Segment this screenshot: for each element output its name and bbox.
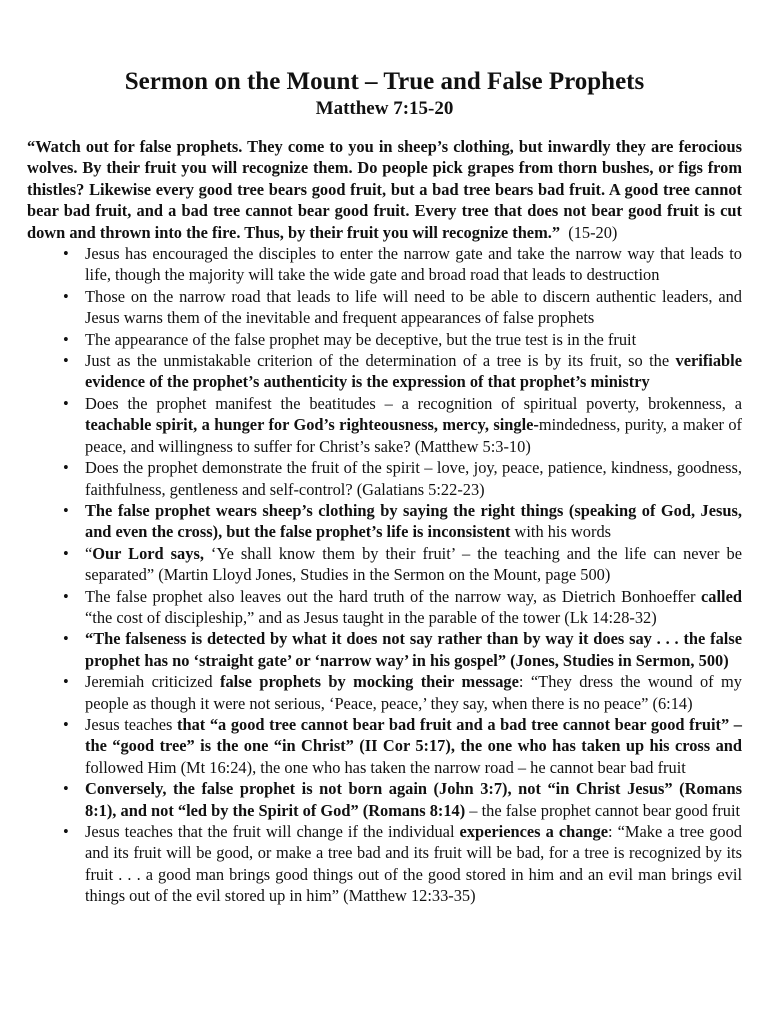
passage-citation: (15-20): [568, 222, 618, 242]
bullet-point: • “The falseness is detected by what it does not say rather than by way it does say . . . the false prophet has no ‘straight gate’ or ‘narrow way’ in his gospel” (Jones, Studies in Sermon, 500): [85, 628, 742, 671]
bullet-point: • Jesus has encouraged the disciples to enter the narrow gate and take the narrow way that leads to life, though the majority will take the wide gate and broad road that leads to destruction: [85, 243, 742, 286]
passage-quote: “Watch out for false prophets. They come to you in sheep’s clothing, but inwardly they are ferocious wolves. By their fruit you will recognize them. Do people pick grapes from thorn bushes, or figs from thistles? Likewise every good tree bears good fruit, but a bad tree bears bad fruit. A good tree cannot bear bad fruit, and a bad tree cannot bear good fruit. Every tree that does not bear good fruit is cut down and thrown into the fire. Thus, by their fruit you will recognize them.”: [27, 137, 742, 242]
bullet-point: • Jeremiah criticized false prophets by mocking their message: “They dress the wound of my people as though it were not serious, ‘Peace, peace,’ they say, when there is no peace” (6:14): [85, 671, 742, 714]
bullet-point: • Does the prophet manifest the beatitudes – a recognition of spiritual poverty, brokenness, a teachable spirit, a hunger for God’s righteousness, mercy, single-mindedness, purity, a maker of peace, and willingness to suffer for Christ’s sake? (Matthew 5:3-10): [85, 393, 742, 457]
bullet-point: • Those on the narrow road that leads to life will need to be able to discern authentic leaders, and Jesus warns them of the inevitable and frequent appearances of false prophets: [85, 286, 742, 329]
bullet-point: • Just as the unmistakable criterion of the determination of a tree is by its fruit, so the verifiable evidence of the prophet’s authenticity is the expression of that prophet’s ministry: [85, 350, 742, 393]
bullet-point: • Jesus teaches that the fruit will change if the individual experiences a change: “Make a tree good and its fruit will be good, or make a tree bad and its fruit will be bad, for a tree is recognized by its fruit . . . a good man brings good things out of the good stored in him and an evil man brings evil things out of the evil stored up in him” (Matthew 12:33-35): [85, 821, 742, 907]
bullet-point: • The appearance of the false prophet may be deceptive, but the true test is in the fruit: [85, 329, 742, 350]
scripture-passage: [27, 136, 742, 243]
bullet-point: • The false prophet also leaves out the hard truth of the narrow way, as Dietrich Bonhoeffer called “the cost of discipleship,” and as Jesus taught in the parable of the tower (Lk 14:28-32): [85, 586, 742, 629]
bullet-list: [27, 243, 742, 907]
page-title: Sermon on the Mount – True and False Prophets: [124, 68, 645, 95]
bullet-point: • The false prophet wears sheep’s clothing by saying the right things (speaking of God, Jesus, and even the cross), but the false prophet’s life is inconsistent with his words: [85, 500, 742, 543]
bullet-point: • Conversely, the false prophet is not born again (John 3:7), not “in Christ Jesus” (Romans 8:1), and not “led by the Spirit of God” (Romans 8:14) – the false prophet cannot bear good fruit: [85, 778, 742, 821]
bullet-point: • “Our Lord says, ‘Ye shall know them by their fruit’ – the teaching and the life can never be separated” (Martin Lloyd Jones, Studies in the Sermon on the Mount, page 500): [85, 543, 742, 586]
bullet-point: • Jesus teaches that “a good tree cannot bear bad fruit and a bad tree cannot bear good fruit” – the “good tree” is the one “in Christ” (II Cor 5:17), the one who has taken up his cross and followed Him (Mt 16:24), the one who has taken the narrow road – he cannot bear bad fruit: [85, 714, 742, 778]
bullet-point: • Does the prophet demonstrate the fruit of the spirit – love, joy, peace, patience, kindness, goodness, faithfulness, gentleness and self-control? (Galatians 5:22-23): [85, 457, 742, 500]
scripture-reference: Matthew 7:15-20: [315, 98, 454, 119]
